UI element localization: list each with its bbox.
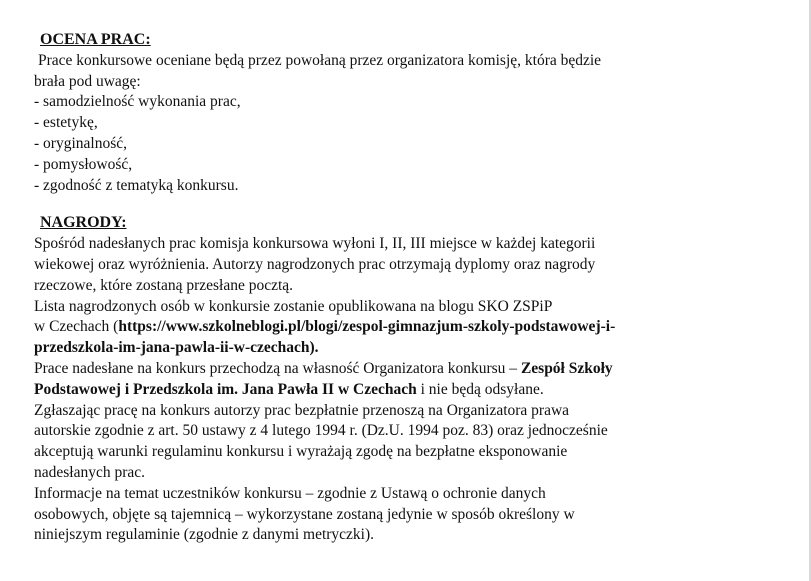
nagrody-paragraph-3-line — [34, 380, 794, 401]
ownership-suffix: i nie będą odsyłane. — [416, 380, 544, 398]
criterion-item: - pomysłowość, — [34, 155, 133, 173]
nagrody-paragraph-1-line: Spośród nadesłanych prac komisja konkursowa wyłoni I, II, III miejsce w każdej kategorii — [34, 235, 596, 253]
criterion-item: - oryginalność, — [34, 134, 127, 152]
blog-url-part-2[interactable]: przedszkola-im-jana-pawla-ii-w-czechach). — [34, 339, 319, 357]
nagrody-paragraph-2-line — [34, 338, 794, 359]
nagrody-paragraph-5-line: osobowych, objęte są tajemnicą – wykorzystane zostaną jedynie w sposób określony w — [34, 505, 575, 523]
criterion-item: - estetykę, — [34, 114, 98, 132]
ocena-intro-line-2: brała pod uwagę: — [34, 72, 141, 90]
blog-location-text: w Czechach ( — [34, 318, 119, 336]
ownership-text: Prace nadesłane na konkurs przechodzą na własność Organizatora konkursu – — [34, 359, 521, 377]
document-page — [34, 30, 794, 546]
nagrody-paragraph-5-line: niniejszym regulaminie (zgodnie z danymi metryczki). — [34, 526, 375, 544]
nagrody-paragraph-2-line — [34, 317, 794, 338]
nagrody-paragraph-1-line: rzeczowe, które zostaną przesłane pocztą. — [34, 276, 294, 294]
ocena-intro-line-1: Prace konkursowe oceniane będą przez powołaną przez organizatora komisję, która będzie — [38, 51, 602, 69]
criterion-item: - samodzielność wykonania prac, — [34, 93, 241, 111]
nagrody-paragraph-4-line: nadesłanych prac. — [34, 463, 146, 481]
nagrody-paragraph-5-line: Informacje na temat uczestników konkursu – zgodnie z Ustawą o ochronie danych — [34, 484, 546, 502]
ocena-prac-heading: OCENA PRAC: — [40, 31, 151, 48]
nagrody-paragraph-4-line: akceptują warunki regulaminu konkursu i wyrażają zgodę na bezpłatne eksponowanie — [34, 443, 568, 461]
nagrody-paragraph-1-line: wiekowej oraz wyróżnienia. Autorzy nagrodzonych prac otrzymają dyplomy oraz nagrody — [34, 255, 596, 273]
nagrody-paragraph-4-line: Zgłaszając pracę na konkurs autorzy prac bezpłatnie przenoszą na Organizatora prawa — [34, 401, 570, 419]
nagrody-heading: NAGRODY: — [40, 214, 127, 232]
nagrody-paragraph-2-line: Lista nagrodzonych osób w konkursie zostanie opublikowana na blogu SKO ZSPiP — [34, 297, 553, 315]
criterion-item: - zgodność z tematyką konkursu. — [34, 176, 239, 194]
organizer-name-part-1: Zespół Szkoły — [520, 359, 613, 377]
blog-url-part-1[interactable]: https://www.szkolneblogi.pl/blogi/zespol-gimnazjum-szkoly-podstawowej-i- — [118, 318, 616, 336]
section-spacer — [34, 196, 794, 213]
nagrody-paragraph-4-line: autorskie zgodnie z art. 50 ustawy z 4 lutego 1994 r. (Dz.U. 1994 poz. 83) oraz jednocześnie — [34, 422, 608, 440]
nagrody-paragraph-3-line — [34, 359, 794, 380]
organizer-name-part-2: Podstawowej i Przedszkola im. Jana Pawła II w Czechach — [34, 380, 417, 398]
